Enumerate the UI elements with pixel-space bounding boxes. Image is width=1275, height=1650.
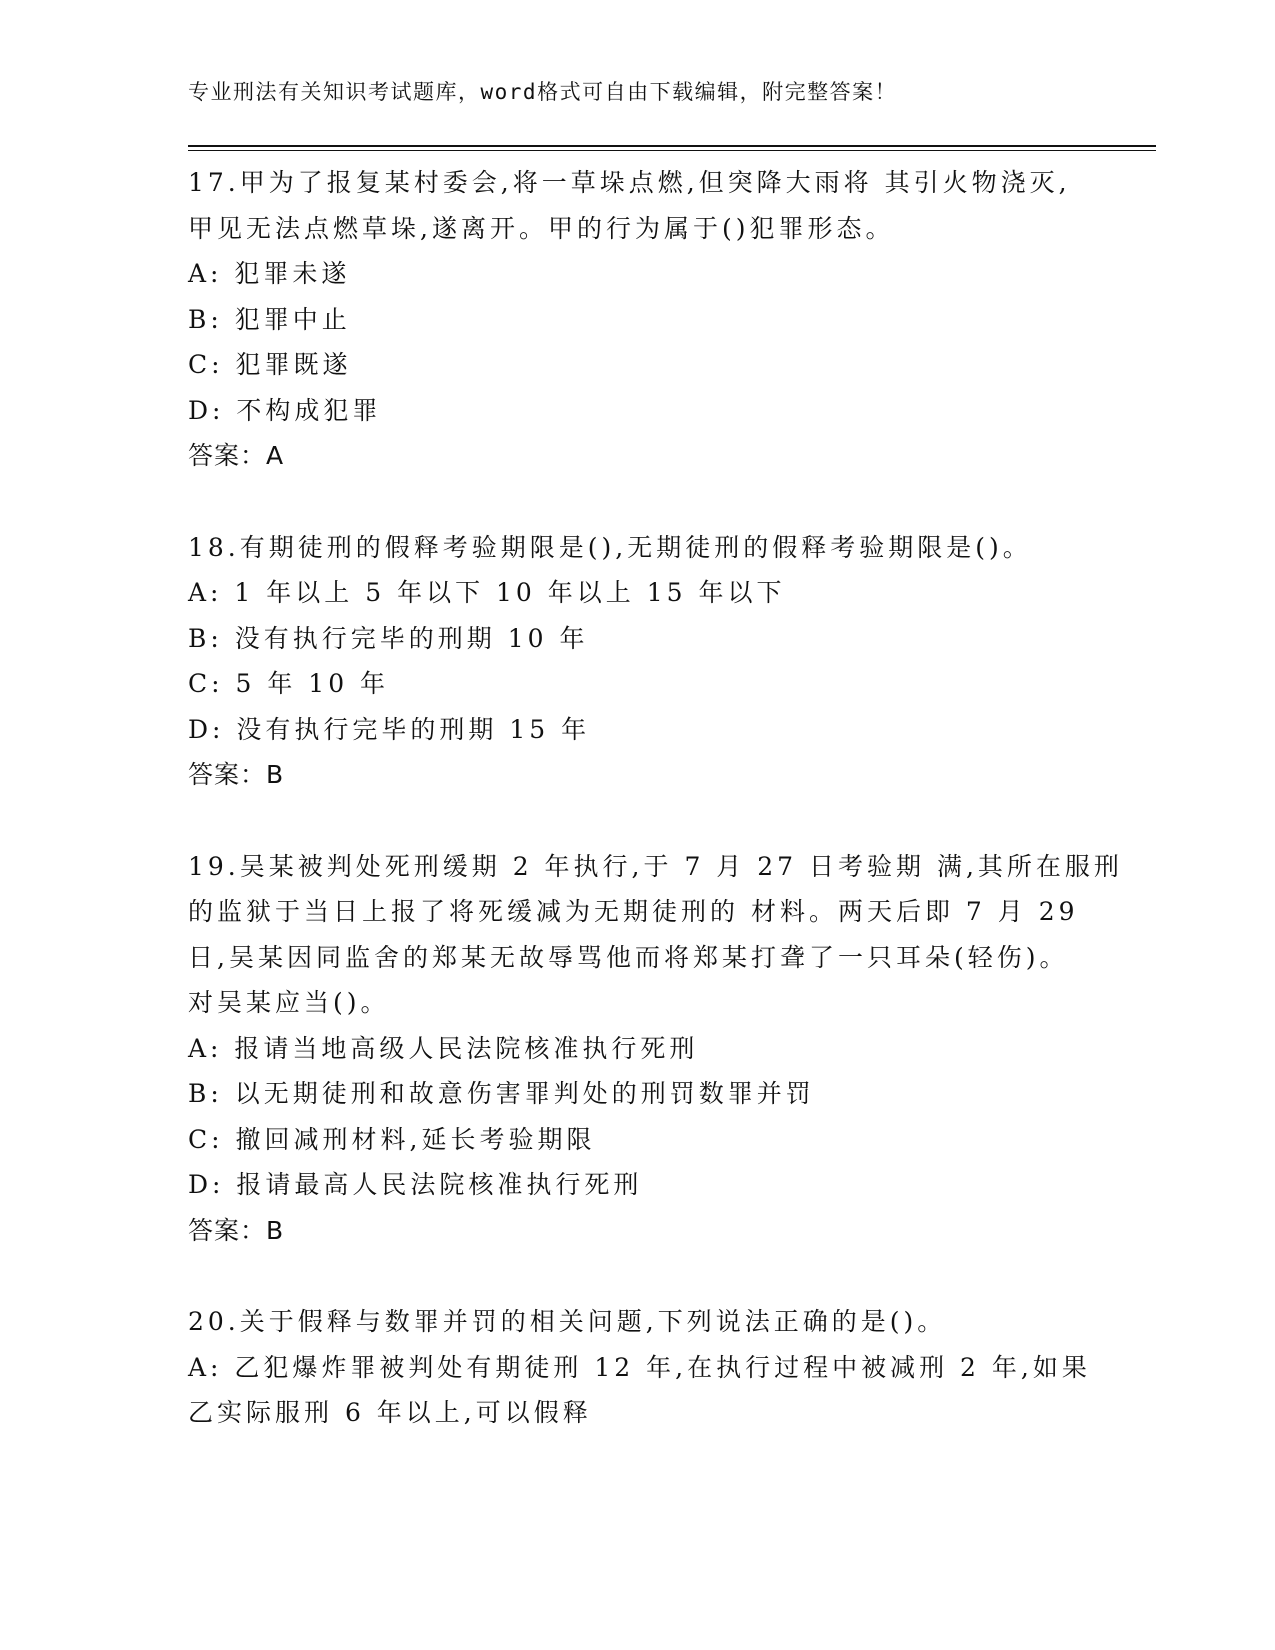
question-stem-line: 的监狱于当日上报了将死缓减为无期徒刑的 材料。两天后即 7 月 29	[188, 897, 1079, 926]
option-b: B: 犯罪中止	[188, 304, 351, 334]
option-d: D: 没有执行完毕的刑期 15 年	[188, 714, 591, 744]
question-stem-line: 18.有期徒刑的假释考验期限是(),无期徒刑的假释考验期限是()。	[188, 532, 1032, 562]
question-list	[188, 160, 1123, 1482]
question-stem-line: 日,吴某因同监舍的郑某无故辱骂他而将郑某打聋了一只耳朵(轻伤)。	[188, 942, 1069, 972]
question-17	[188, 160, 1088, 479]
option-a-continued: 乙实际服刑 6 年以上,可以假释	[188, 1398, 592, 1427]
question-stem-line: 对吴某应当()。	[188, 988, 390, 1017]
question-stem-line: 20.关于假释与数罪并罚的相关问题,下列说法正确的是()。	[188, 1307, 947, 1336]
answer-label: 答案：B	[188, 760, 285, 789]
question-18	[188, 525, 1088, 798]
option-a: A: 报请当地高级人民法院核准执行死刑	[188, 1033, 699, 1063]
option-c: C: 撤回减刑材料,延长考验期限	[188, 1124, 596, 1154]
option-a: A: 乙犯爆炸罪被判处有期徒刑 12 年,在执行过程中被减刑 2 年,如果	[188, 1352, 1091, 1382]
option-c: C: 犯罪既遂	[188, 350, 352, 379]
option-a: A: 犯罪未遂	[188, 259, 351, 288]
question-19	[188, 844, 1123, 1254]
answer-label: 答案：B	[188, 1215, 285, 1245]
document-header: 专业刑法有关知识考试题库，word格式可自由下载编辑，附完整答案！	[188, 80, 898, 104]
option-d: D: 报请最高人民法院核准执行死刑	[188, 1170, 643, 1199]
option-d: D: 不构成犯罪	[188, 395, 382, 425]
answer-label: 答案：A	[188, 441, 285, 470]
option-b: B: 以无期徒刑和故意伤害罪判处的刑罚数罪并罚	[188, 1079, 815, 1108]
question-stem-line: 19.吴某被判处死刑缓期 2 年执行,于 7 月 27 日考验期 满,其所在服刑	[188, 851, 1123, 881]
question-stem-line: 17.甲为了报复某村委会,将一草垛点燃,但突降大雨将 其引火物浇灭,	[188, 168, 1071, 197]
option-c: C: 5 年 10 年	[188, 669, 390, 698]
question-20	[188, 1299, 1091, 1436]
option-b: B: 没有执行完毕的刑期 10 年	[188, 623, 589, 653]
option-a: A: 1 年以上 5 年以下 10 年以上 15 年以下	[188, 578, 786, 607]
header-divider	[188, 145, 1156, 151]
question-stem-line: 甲见无法点燃草垛,遂离开。甲的行为属于()犯罪形态。	[188, 213, 895, 243]
